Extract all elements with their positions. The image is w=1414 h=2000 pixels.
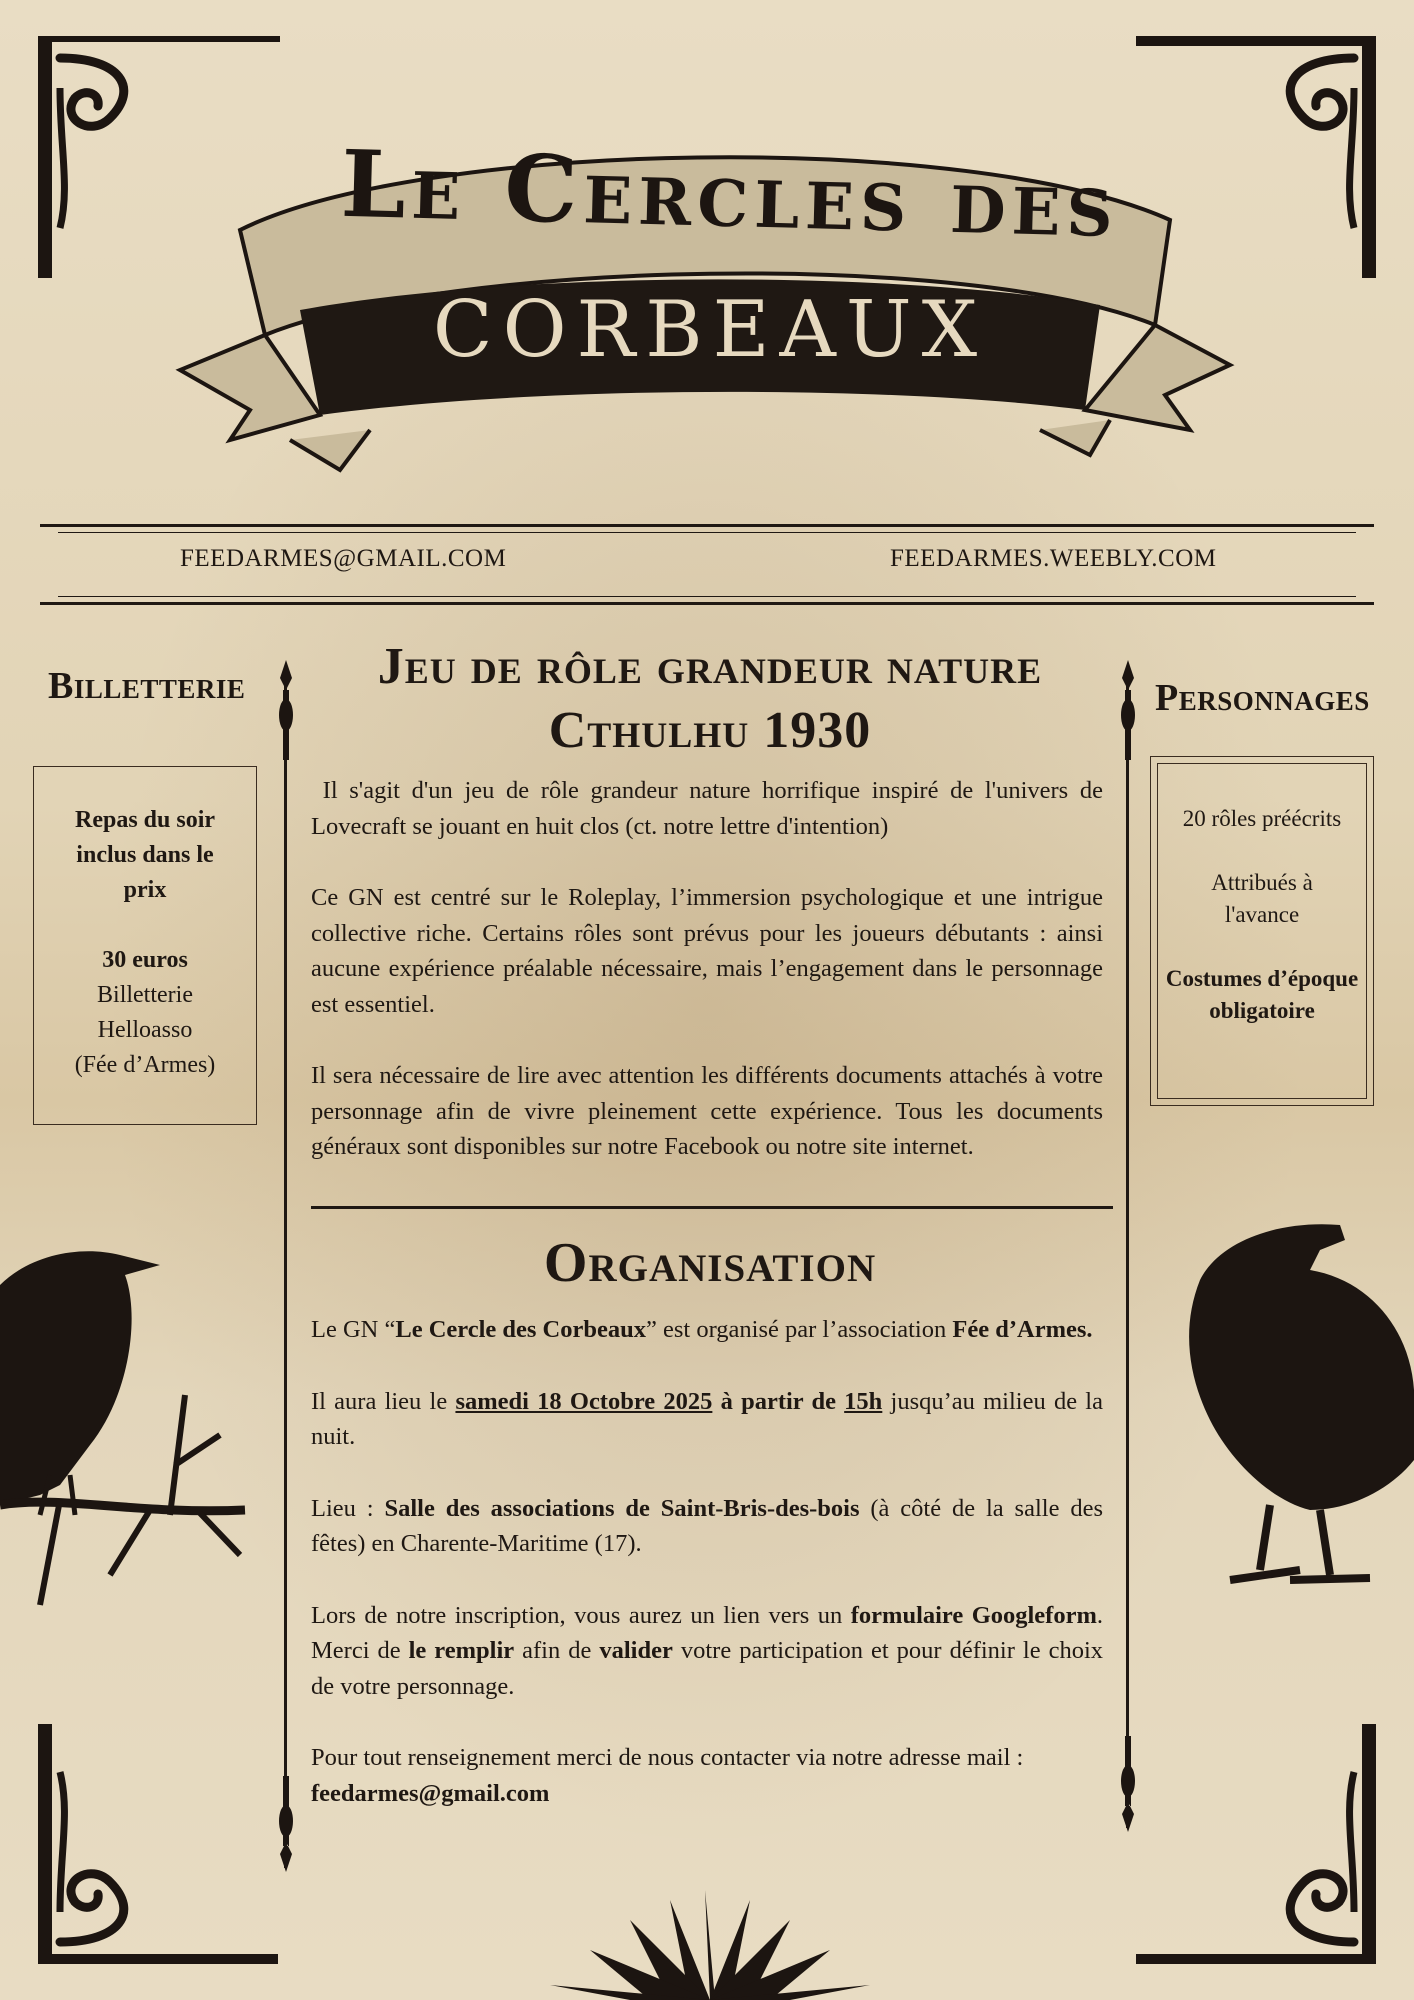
divider-right-finial-top	[1119, 660, 1137, 760]
corner-ornament-bottom-left	[30, 1722, 280, 1972]
meal-note: Repas du soir inclus dans le prix	[74, 807, 216, 903]
header-rule-top-inner	[58, 532, 1356, 533]
raven-on-branch-illustration	[0, 1245, 250, 1615]
divider-right-finial-bottom	[1119, 1736, 1137, 1832]
personnages-box	[1150, 756, 1374, 1106]
title-line2: CORBEAUX	[432, 285, 988, 375]
organisation-text	[311, 1312, 1103, 1811]
billetterie-box	[33, 766, 257, 1125]
header-rule-bottom-inner	[58, 596, 1356, 597]
title-line1: Le Cercles des	[339, 129, 1121, 259]
roles-assigned: Attribués à l'avance	[1211, 870, 1313, 927]
intro-paragraph-1: Il s'agit d'un jeu de rôle grandeur nature horrifique inspiré de l'univers de Lovecraft se jouant en huit clos (ct. notre lettre d'intention)	[311, 777, 1110, 840]
organisation-paragraph-5: Pour tout renseignement merci de nous contacter via notre adresse mail : feedarmes@gmail.com	[311, 1744, 1024, 1807]
intro-heading-line1: Jeu de rôle grandeur nature	[377, 638, 1043, 695]
personnages-title: Personnages	[1155, 677, 1370, 719]
organisation-paragraph-4: Lors de notre inscription, vous aurez un lien vers un formulaire Googleform. Merci de le remplir afin de valider votre participation et pour définir le choix de votre personnage.	[311, 1601, 1104, 1700]
email-contact[interactable]: FEEDARMES@GMAIL.COM	[180, 545, 507, 572]
intro-heading-line2: Cthulhu 1930	[548, 702, 872, 759]
divider-left-finial-top	[277, 660, 295, 760]
header-rule-top	[40, 524, 1374, 527]
organisation-paragraph-2: Il aura lieu le samedi 18 Octobre 2025 à partir de 15h jusqu’au milieu de la nuit.	[311, 1387, 1103, 1450]
billetterie-title: Billetterie	[48, 665, 246, 707]
divider-right	[1126, 668, 1129, 1828]
corner-ornament-bottom-right	[1134, 1722, 1384, 1972]
organisation-heading: Organisation	[543, 1232, 877, 1294]
ticket-line1: Billetterie	[97, 982, 193, 1008]
intro-text	[311, 773, 1110, 1165]
divider-left-finial-bottom	[277, 1776, 295, 1872]
intro-paragraph-3: Il sera nécessaire de lire avec attention les différents documents attachés à votre personnage afin de vivre pleinement cette expérience. Tous les documents généraux sont disponibles sur notre Facebook ou notre site internet.	[311, 1062, 1103, 1160]
sunburst-ornament	[530, 1890, 890, 2000]
organisation-paragraph-1: Le GN “Le Cercle des Corbeaux” est organisé par l’association Fée d’Armes.	[311, 1316, 1093, 1343]
ticket-line3: (Fée d’Armes)	[74, 1052, 216, 1078]
raven-illustration	[1170, 1220, 1414, 1610]
divider-left	[284, 668, 287, 1868]
header-rule-bottom	[40, 602, 1374, 605]
organisation-paragraph-3: Lieu : Salle des associations de Saint-Bris-des-bois (à côté de la salle des fêtes) en Charente-Maritime (17).	[311, 1494, 1103, 1557]
costumes-note: Costumes d’époque obligatoire	[1165, 966, 1359, 1023]
website-contact[interactable]: FEEDARMES.WEEBLY.COM	[890, 545, 1217, 572]
roles-count: 20 rôles préécrits	[1182, 806, 1342, 831]
ticket-line2: Helloasso	[97, 1017, 193, 1043]
ticket-price: 30 euros	[102, 947, 188, 973]
intro-paragraph-2: Ce GN est centré sur le Roleplay, l’immersion psychologique et une intrigue collective riche. Certains rôles sont prévus pour les joueurs débutants : ainsi aucune expérience préalable nécessaire, mais l’engagement dans le personnage est essentiel.	[311, 884, 1103, 1018]
section-divider	[311, 1206, 1113, 1209]
contact-email-link[interactable]: feedarmes@gmail.com	[311, 1779, 550, 1807]
